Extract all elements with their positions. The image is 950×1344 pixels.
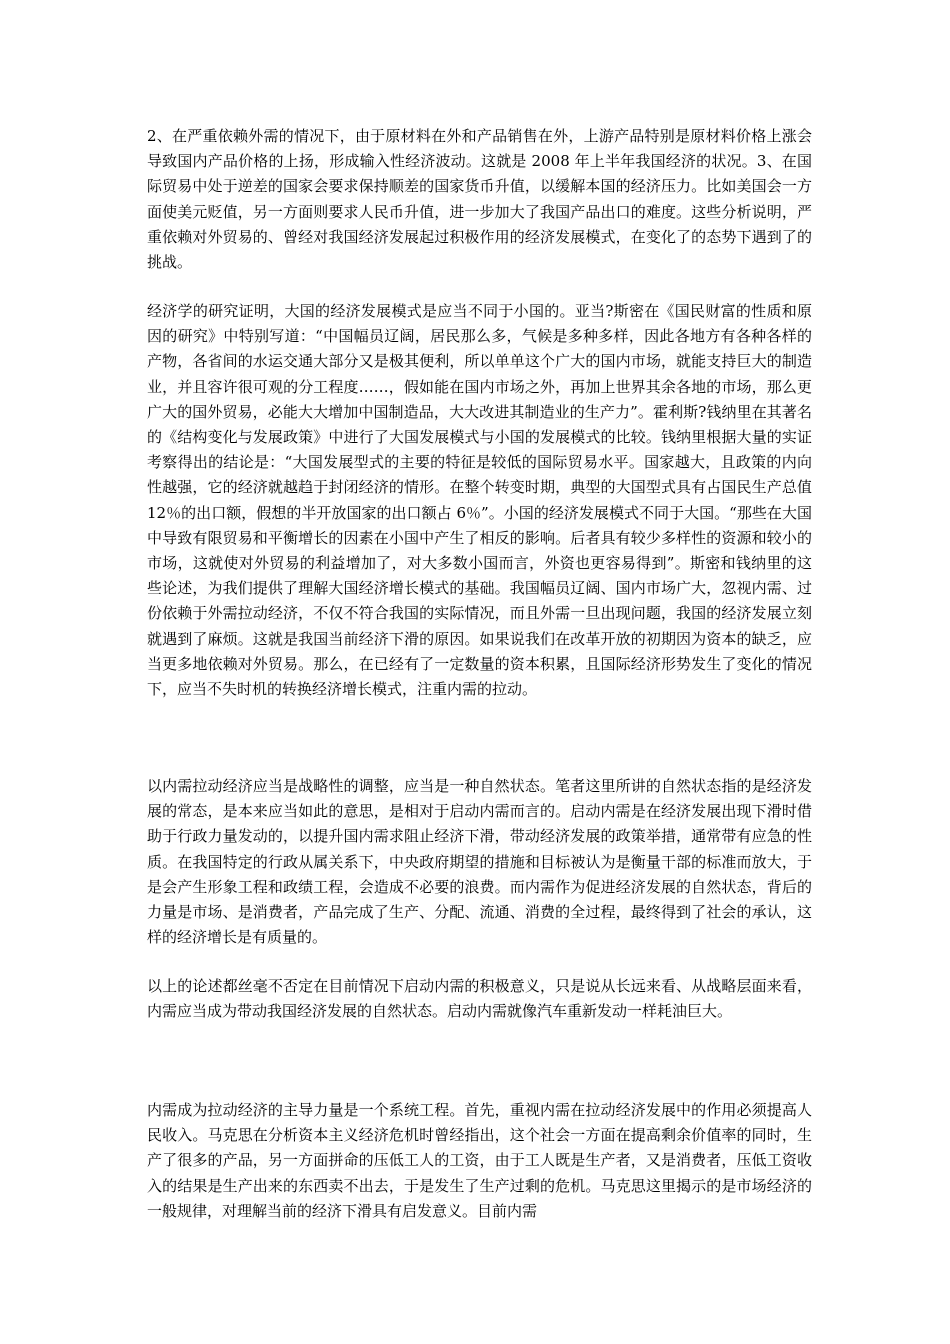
paragraph-4: 以上的论述都丝毫不否定在目前情况下启动内需的积极意义，只是说从长远来看、从战略层面来看，内需应当成为带动我国经济发展的自然状态。启动内需就像汽车重新发动一样耗油巨大。 [147,977,812,1021]
paragraph-1: 2、在严重依赖外需的情况下，由于原材料在外和产品销售在外，上游产品特别是原材料价格上涨会导致国内产品价格的上扬，形成输入性经济波动。这就是 2008 年上半年我国经济的状况。3、在国际贸易中处于逆差的国家会要求保持顺差的国家货币升值，以缓解本国的经济压力。比如美国会一方面使美元贬值，另一方面则要求人民币升值，进一步加大了我国产品出口的难度。这些分析说明，严重依赖对外贸易的、曾经对我国经济发展起过积极作用的经济发展模式，在变化了的态势下遇到了的挑战。 [147,127,812,272]
paragraph-2: 经济学的研究证明，大国的经济发展模式是应当不同于小国的。亚当?斯密在《国民财富的性质和原因的研究》中特别写道：“中国幅员辽阔，居民那么多，气候是多种多样，因此各地方有各种各样的产物，各省间的水运交通大部分又是极其便利，所以单单这个广大的国内市场，就能支持巨大的制造业，并且容许很可观的分工程度……，假如能在国内市场之外，再加上世界其余各地的市场，那么更广大的国外贸易，必能大大增加中国制造品，大大改进其制造业的生产力”。霍利斯?钱纳里在其著名的《结构变化与发展政策》中进行了大国发展模式与小国的发展模式的比较。钱纳里根据大量的实证考察得出的结论是：“大国发展型式的主要的特征是较低的国际贸易水平。国家越大，且政策的内向性越强，它的经济就越趋于封闭经济的情形。在整个转变时期，典型的大国型式具有占国民生产总值 12％的出口额，假想的半开放国家的出口额占 6％”。小国的经济发展模式不同于大国。“那些在大国中导致有限贸易和平衡增长的因素在小国中产生了相反的影响。后者具有较少多样性的资源和较小的市场，这就使对外贸易的利益增加了，对大多数小国而言，外资也更容易得到”。斯密和钱纳里的这些论述，为我们提供了理解大国经济增长模式的基础。我国幅员辽阔、国内市场广大，忽视内需、过份依赖于外需拉动经济，不仅不符合我国的实际情况，而且外需一旦出现问题，我国的经济发展立刻就遇到了麻烦。这就是我国当前经济下滑的原因。如果说我们在改革开放的初期因为资本的缺乏，应当更多地依赖对外贸易。那么，在已经有了一定数量的资本积累，且国际经济形势发生了变化的情况下，应当不失时机的转换经济增长模式，注重内需的拉动。 [147,302,812,699]
paragraph-3: 以内需拉动经济应当是战略性的调整，应当是一种自然状态。笔者这里所讲的自然状态指的是经济发展的常态，是本来应当如此的意思，是相对于启动内需而言的。启动内需是在经济发展出现下滑时借助于行政力量发动的，以提升国内需求阻止经济下滑，带动经济发展的政策举措，通常带有应急的性质。在我国特定的行政从属关系下，中央政府期望的措施和目标被认为是衡量干部的标准而放大，于是会产生形象工程和政绩工程，会造成不必要的浪费。而内需作为促进经济发展的自然状态，背后的力量是市场、是消费者，产品完成了生产、分配、流通、消费的全过程，最终得到了社会的承认，这样的经济增长是有质量的。 [147,777,812,947]
paragraph-5: 内需成为拉动经济的主导力量是一个系统工程。首先，重视内需在拉动经济发展中的作用必须提高人民收入。马克思在分析资本主义经济危机时曾经指出，这个社会一方面在提高剩余价值率的同时，生产了很多的产品，另一方面拼命的压低工人的工资，由于工人既是生产者，又是消费者，压低工资收入的结果是生产出来的东西卖不出去，于是发生了生产过剩的危机。马克思这里揭示的是市场经济的一般规律，对理解当前的经济下滑具有启发意义。目前内需 [147,1101,812,1220]
